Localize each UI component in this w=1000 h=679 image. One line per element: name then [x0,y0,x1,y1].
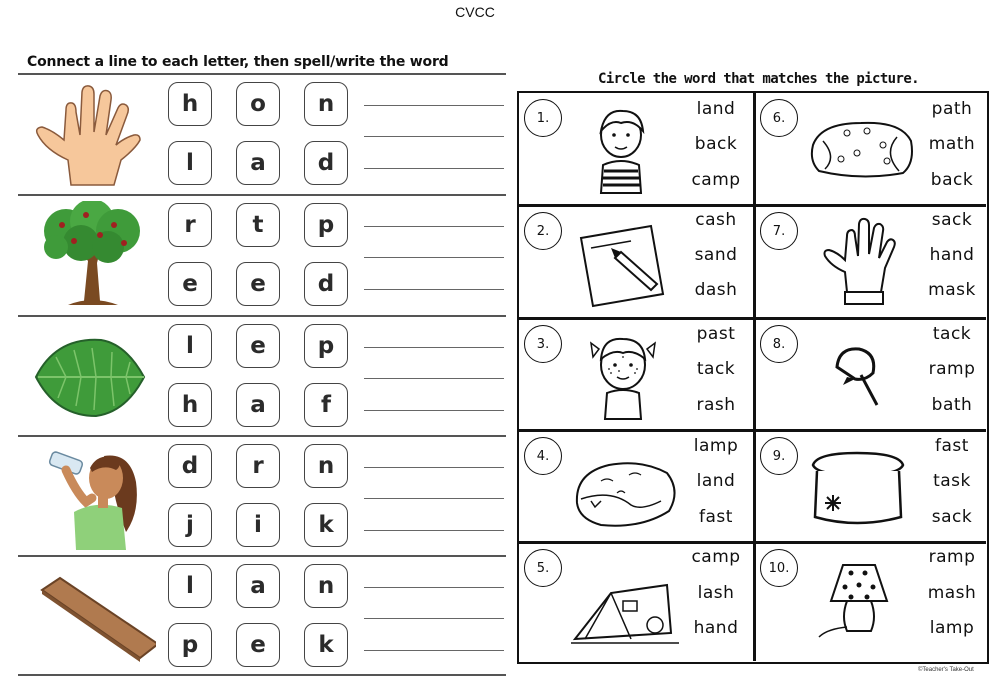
word-choice[interactable]: cash [695,210,737,230]
word-choice[interactable]: sack [931,210,973,230]
letter-tile[interactable]: o [236,82,280,126]
word-choice[interactable]: math [928,134,976,154]
letter-tile[interactable]: a [236,383,280,427]
picture-cell-8 [755,319,989,431]
picture-cell-4 [519,431,753,543]
item-number: 7. [760,212,798,250]
word-choice[interactable]: lamp [929,618,975,638]
write-line[interactable] [364,347,504,348]
word-choice[interactable]: fast [699,507,733,527]
letter-tile[interactable]: d [168,444,212,488]
write-line[interactable] [364,257,504,258]
letter-tile[interactable]: i [236,503,280,547]
item-number: 4. [524,437,562,475]
letter-tile[interactable]: p [168,623,212,667]
word-choice[interactable]: sack [931,507,973,527]
bread-icon [571,439,681,535]
letter-tile[interactable]: e [236,324,280,368]
word-choice[interactable]: past [696,324,736,344]
word-choice[interactable]: fast [935,436,969,456]
picture-cell-1 [519,93,753,205]
item-number: 1. [524,99,562,137]
plank-icon [26,562,156,670]
thumbtack-icon [807,327,917,423]
letter-tile[interactable]: l [168,141,212,185]
left-instruction: Connect a line to each letter, then spell/write the word [27,54,449,70]
tree-icon [26,201,156,309]
write-line[interactable] [364,650,504,651]
word-choice[interactable]: camp [691,547,741,567]
letter-tile[interactable]: r [236,444,280,488]
write-line[interactable] [364,467,504,468]
word-choice[interactable]: rash [696,395,736,415]
hand-icon [26,80,156,188]
item-number: 3. [524,325,562,363]
word-choice[interactable]: tack [932,324,972,344]
write-line[interactable] [364,410,504,411]
picture-cell-9 [755,431,989,543]
word-choice[interactable]: ramp [928,359,976,379]
word-choice[interactable]: lash [697,583,735,603]
letter-tile[interactable]: d [304,262,348,306]
word-row-1 [18,74,506,194]
letter-tile[interactable]: t [236,203,280,247]
letter-tile[interactable]: a [236,141,280,185]
sack-icon [807,439,917,535]
picture-word-grid [517,91,989,664]
letter-tile[interactable]: n [304,82,348,126]
word-choice[interactable]: mask [928,280,976,300]
write-line[interactable] [364,289,504,290]
picture-cell-3 [519,319,753,431]
word-choice[interactable]: path [931,99,973,119]
word-choice[interactable]: camp [691,170,741,190]
letter-tile[interactable]: n [304,564,348,608]
word-choice[interactable]: back [694,134,738,154]
letter-tile[interactable]: r [168,203,212,247]
word-choice[interactable]: ramp [928,547,976,567]
write-line[interactable] [364,498,504,499]
word-choice[interactable]: task [933,471,971,491]
item-number: 5. [524,549,562,587]
word-choice[interactable]: hand [929,245,975,265]
picture-cell-6 [755,93,989,205]
word-choice[interactable]: lamp [693,436,739,456]
boy-icon [571,101,681,197]
letter-tile[interactable]: f [304,383,348,427]
letter-tile[interactable]: e [168,262,212,306]
copyright-text: ©Teacher's Take-Out [918,667,974,673]
picture-cell-5 [519,543,753,655]
item-number: 2. [524,212,562,250]
write-line[interactable] [364,136,504,137]
word-choice[interactable]: back [930,170,974,190]
word-choice[interactable]: land [696,99,736,119]
girl-rash-icon [571,327,681,423]
paper-pencil-icon [571,214,681,310]
letter-tile[interactable]: k [304,503,348,547]
letter-tile[interactable]: p [304,324,348,368]
word-choice[interactable]: dash [694,280,738,300]
girl-drinking-icon [26,442,156,550]
word-row-4 [18,436,506,556]
word-choice[interactable]: bath [931,395,973,415]
leaf-icon [26,322,156,430]
worksheet-title: CVCC [455,4,495,20]
item-number: 8. [760,325,798,363]
word-row-2 [18,195,506,315]
write-line[interactable] [364,587,504,588]
right-instruction: Circle the word that matches the picture. [598,71,919,87]
letter-tile[interactable]: k [304,623,348,667]
word-choice[interactable]: land [696,471,736,491]
letter-tile[interactable]: e [236,623,280,667]
word-choice[interactable]: tack [696,359,736,379]
letter-tile[interactable]: d [304,141,348,185]
item-number: 9. [760,437,798,475]
word-choice[interactable]: sand [694,245,738,265]
word-row-5 [18,556,506,676]
letter-tile[interactable]: n [304,444,348,488]
letter-tile[interactable]: a [236,564,280,608]
lamp-icon [807,551,917,647]
write-line[interactable] [364,530,504,531]
letter-tile[interactable]: h [168,383,212,427]
write-line[interactable] [364,168,504,169]
item-number: 10. [760,549,798,587]
picture-cell-2 [519,206,753,318]
letter-tile[interactable]: j [168,503,212,547]
letter-tile[interactable]: e [236,262,280,306]
write-line[interactable] [364,105,504,106]
word-row-3 [18,316,506,436]
bath-mat-icon [807,101,917,197]
write-line[interactable] [364,618,504,619]
picture-cell-7 [755,206,989,318]
item-number: 6. [760,99,798,137]
word-choice[interactable]: hand [693,618,739,638]
letter-tile[interactable]: l [168,564,212,608]
letter-tile[interactable]: h [168,82,212,126]
picture-cell-10 [755,543,989,655]
write-line[interactable] [364,226,504,227]
word-choice[interactable]: mash [927,583,977,603]
hand-icon [807,214,917,310]
letter-tile[interactable]: l [168,324,212,368]
tent-icon [571,551,681,647]
letter-tile[interactable]: p [304,203,348,247]
write-line[interactable] [364,378,504,379]
